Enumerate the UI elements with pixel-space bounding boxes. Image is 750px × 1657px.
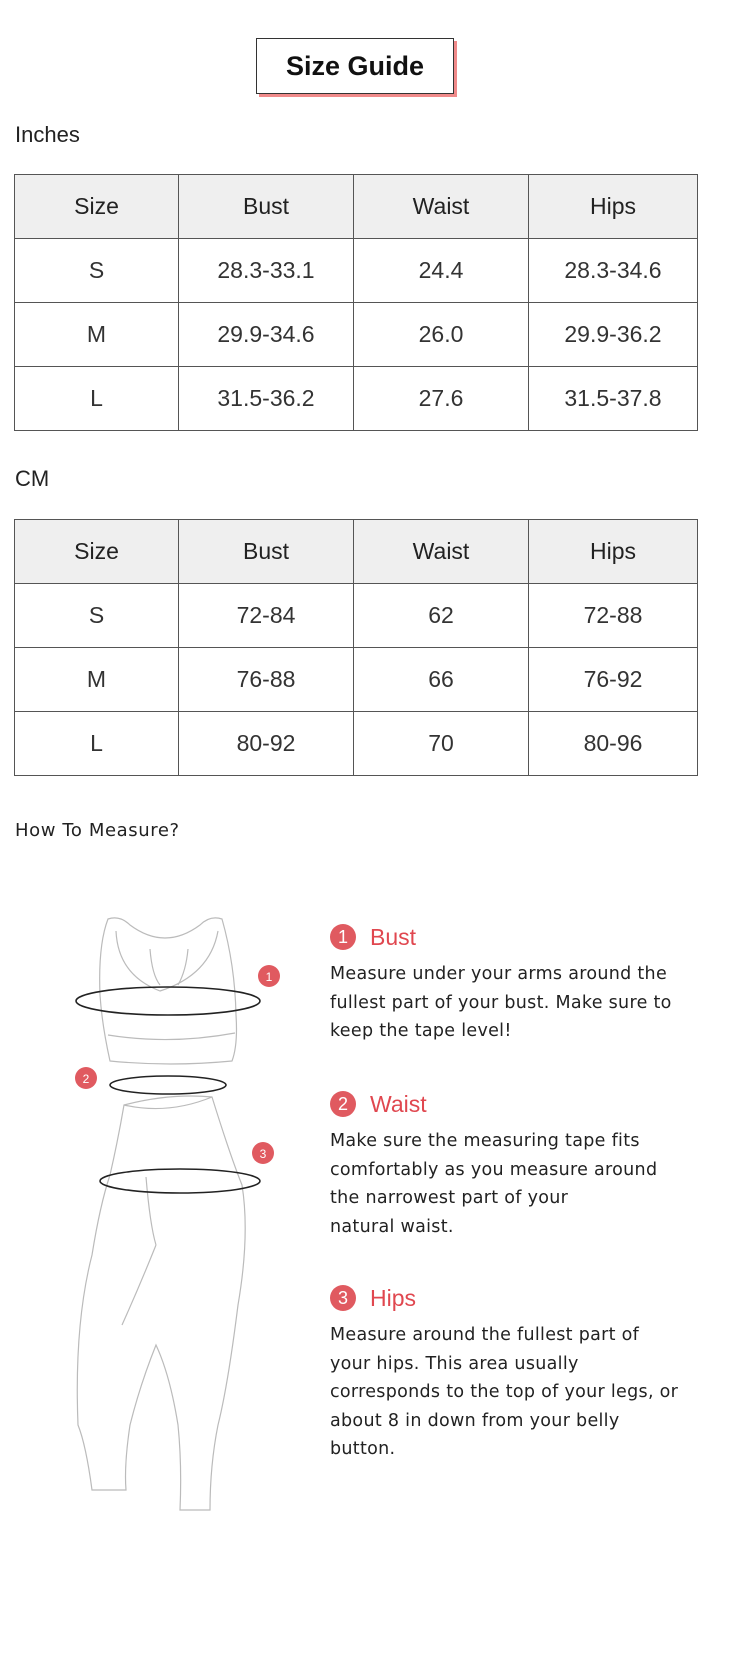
outfit-outline: [77, 918, 245, 1510]
step-header: [330, 922, 710, 952]
cell-hips: 28.3-34.6: [529, 239, 698, 303]
cell-waist: 70: [354, 712, 529, 776]
bust-measure-line: [76, 987, 260, 1015]
cell-waist: 26.0: [354, 303, 529, 367]
step-number-badge: 1: [330, 924, 356, 950]
step-waist: [330, 1089, 710, 1241]
cell-size: L: [15, 367, 179, 431]
cm-label: CM: [15, 466, 50, 491]
step-number-badge: 3: [330, 1285, 356, 1311]
cell-size: L: [15, 712, 179, 776]
cell-hips: 72-88: [529, 584, 698, 648]
step-title: Hips: [370, 1284, 417, 1311]
step-description: Measure under your arms around the fullest part of your bust. Make sure to keep the tape level!: [330, 964, 672, 1041]
cell-hips: 80-96: [529, 712, 698, 776]
header-bust: Bust: [179, 175, 354, 239]
table-row: [15, 584, 698, 648]
cell-hips: 31.5-37.8: [529, 367, 698, 431]
inches-size-table: [14, 174, 698, 431]
cell-waist: 62: [354, 584, 529, 648]
table-header-row: [15, 520, 698, 584]
cell-bust: 72-84: [179, 584, 354, 648]
cell-hips: 76-92: [529, 648, 698, 712]
step-bust: [330, 922, 710, 1046]
cell-size: M: [15, 648, 179, 712]
header-waist: Waist: [354, 520, 529, 584]
cell-bust: 76-88: [179, 648, 354, 712]
header-size: Size: [15, 175, 179, 239]
cell-waist: 66: [354, 648, 529, 712]
table-row: [15, 367, 698, 431]
cm-size-table: [14, 519, 698, 776]
cell-waist: 24.4: [354, 239, 529, 303]
step-title: Waist: [370, 1090, 427, 1117]
marker-3-icon: [252, 1142, 274, 1164]
table-row: [15, 303, 698, 367]
table-row: [15, 648, 698, 712]
how-to-measure-heading: How To Measure?: [15, 820, 180, 841]
cell-size: M: [15, 303, 179, 367]
table-row: [15, 712, 698, 776]
cell-bust: 29.9-34.6: [179, 303, 354, 367]
step-number-badge: 2: [330, 1091, 356, 1117]
size-guide-title: Size Guide: [256, 38, 454, 94]
cell-bust: 80-92: [179, 712, 354, 776]
cell-size: S: [15, 584, 179, 648]
marker-1-icon: [258, 965, 280, 987]
step-header: [330, 1089, 710, 1119]
cell-bust: 28.3-33.1: [179, 239, 354, 303]
header-size: Size: [15, 520, 179, 584]
inches-label: Inches: [15, 122, 80, 147]
step-title: Bust: [370, 923, 417, 950]
svg-text:3: 3: [259, 1147, 267, 1161]
svg-text:2: 2: [82, 1072, 90, 1086]
header-bust: Bust: [179, 520, 354, 584]
marker-2-icon: [75, 1067, 97, 1089]
cell-hips: 29.9-36.2: [529, 303, 698, 367]
measurement-figure-illustration: [60, 905, 300, 1657]
table-row: [15, 239, 698, 303]
cell-bust: 31.5-36.2: [179, 367, 354, 431]
table-header-row: [15, 175, 698, 239]
step-header: [330, 1283, 710, 1313]
header-waist: Waist: [354, 175, 529, 239]
header-hips: Hips: [529, 175, 698, 239]
header-hips: Hips: [529, 520, 698, 584]
svg-text:1: 1: [265, 970, 273, 984]
cell-waist: 27.6: [354, 367, 529, 431]
step-description: Measure around the fullest part of your hips. This area usually corresponds to the top of your legs, or about 8 in down from your belly button.: [330, 1325, 679, 1459]
hips-measure-line: [100, 1169, 260, 1193]
waist-measure-line: [110, 1076, 226, 1094]
step-hips: [330, 1283, 710, 1464]
cell-size: S: [15, 239, 179, 303]
step-description: Make sure the measuring tape fits comfortably as you measure around the narrowest part of your natural waist.: [330, 1131, 658, 1237]
